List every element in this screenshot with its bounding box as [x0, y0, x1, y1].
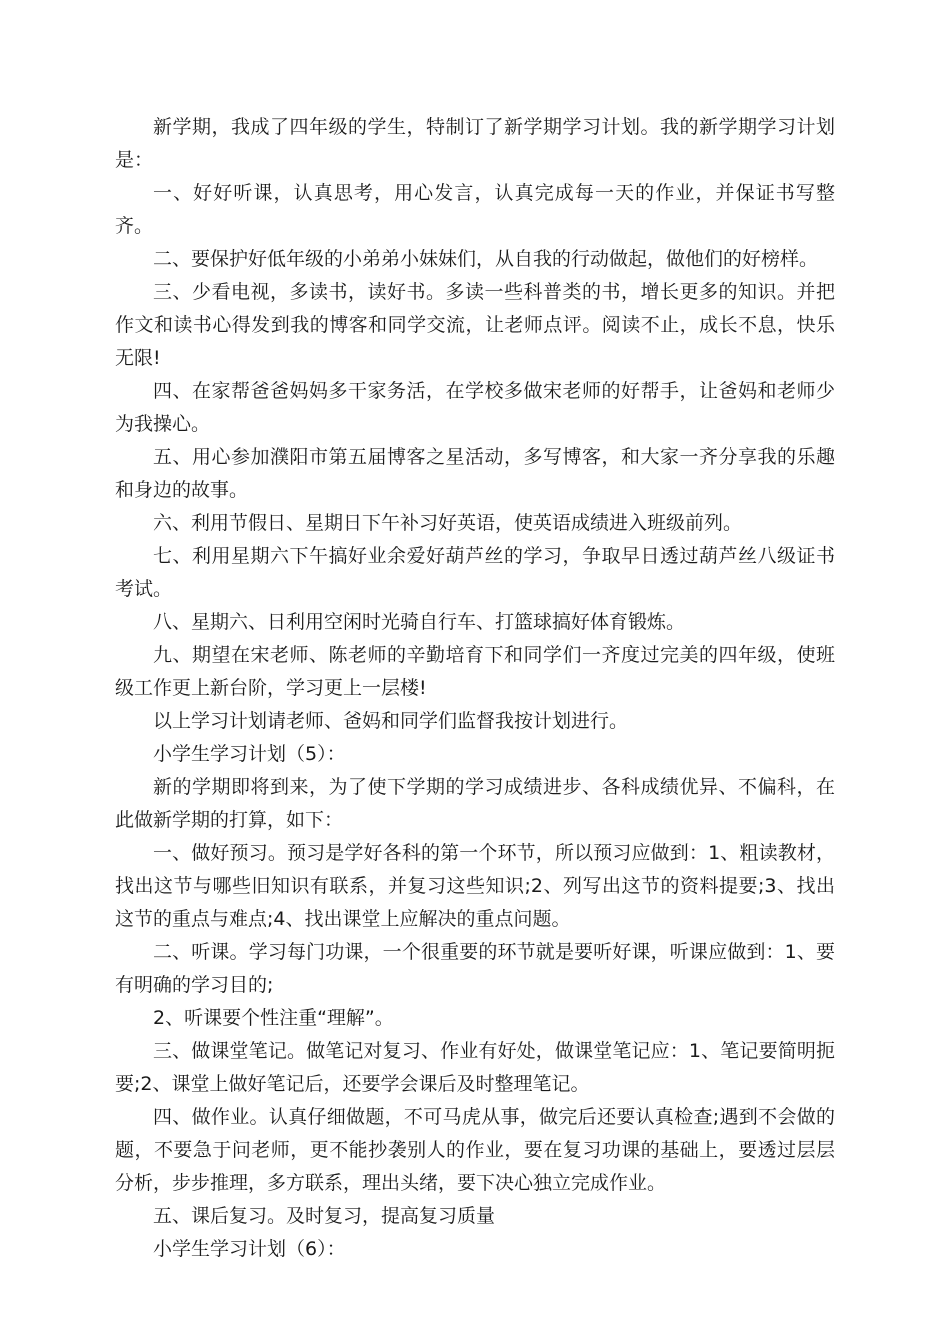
intro-paragraph: 新学期，我成了四年级的学生，特制订了新学期学习计划。我的新学期学习计划是： [115, 116, 835, 171]
document-body [115, 111, 835, 1266]
section-5-item-2-sub: 2、听课要个性注重“理解”。 [153, 1007, 394, 1029]
plan-item-7: 七、利用星期六下午搞好业余爱好葫芦丝的学习，争取早日透过葫芦丝八级证书考试。 [115, 545, 835, 600]
plan-item-5: 五、用心参加濮阳市第五届博客之星活动，多写博客，和大家一齐分享我的乐趣和身边的故事。 [115, 446, 835, 501]
plan-item-6: 六、利用节假日、星期日下午补习好英语，使英语成绩进入班级前列。 [153, 512, 743, 534]
section-5-item-5: 五、课后复习。及时复习，提高复习质量 [153, 1205, 496, 1227]
section-heading-5: 小学生学习计划（5）： [153, 743, 346, 765]
section-5-intro: 新的学期即将到来，为了使下学期的学习成绩进步、各科成绩优异、不偏科，在此做新学期的打算，如下： [115, 776, 835, 831]
closing-paragraph: 以上学习计划请老师、爸妈和同学们监督我按计划进行。 [153, 710, 629, 732]
section-5-item-4: 四、做作业。认真仔细做题，不可马虎从事，做完后还要认真检查;遇到不会做的题，不要急于问老师，更不能抄袭别人的作业，要在复习功课的基础上，要透过层层分析，步步推理，多方联系，理出头绪，要下决心独立完成作业。 [115, 1106, 835, 1194]
section-heading-6: 小学生学习计划（6）： [153, 1238, 346, 1260]
section-5-item-3: 三、做课堂笔记。做笔记对复习、作业有好处，做课堂笔记应：1、笔记要简明扼要;2、课堂上做好笔记后，还要学会课后及时整理笔记。 [115, 1040, 835, 1095]
section-5-item-2: 二、听课。学习每门功课，一个很重要的环节就是要听好课，听课应做到：1、要有明确的学习目的; [115, 941, 835, 996]
plan-item-8: 八、星期六、日利用空闲时光骑自行车、打篮球搞好体育锻炼。 [153, 611, 686, 633]
plan-item-4: 四、在家帮爸爸妈妈多干家务活，在学校多做宋老师的好帮手，让爸妈和老师少为我操心。 [115, 380, 835, 435]
section-5-item-1: 一、做好预习。预习是学好各科的第一个环节，所以预习应做到：1、粗读教材，找出这节与哪些旧知识有联系，并复习这些知识;2、列写出这节的资料提要;3、找出这节的重点与难点;4、找出课堂上应解决的重点问题。 [115, 842, 835, 930]
plan-item-2: 二、要保护好低年级的小弟弟小妹妹们，从自我的行动做起，做他们的好榜样。 [153, 248, 819, 270]
plan-item-3: 三、少看电视，多读书，读好书。多读一些科普类的书，增长更多的知识。并把作文和读书心得发到我的博客和同学交流，让老师点评。阅读不止，成长不息，快乐无限! [115, 281, 835, 369]
plan-item-1: 一、好好听课，认真思考，用心发言，认真完成每一天的作业，并保证书写整齐。 [115, 182, 835, 237]
plan-item-9: 九、期望在宋老师、陈老师的辛勤培育下和同学们一齐度过完美的四年级，使班级工作更上新台阶，学习更上一层楼! [115, 644, 835, 699]
